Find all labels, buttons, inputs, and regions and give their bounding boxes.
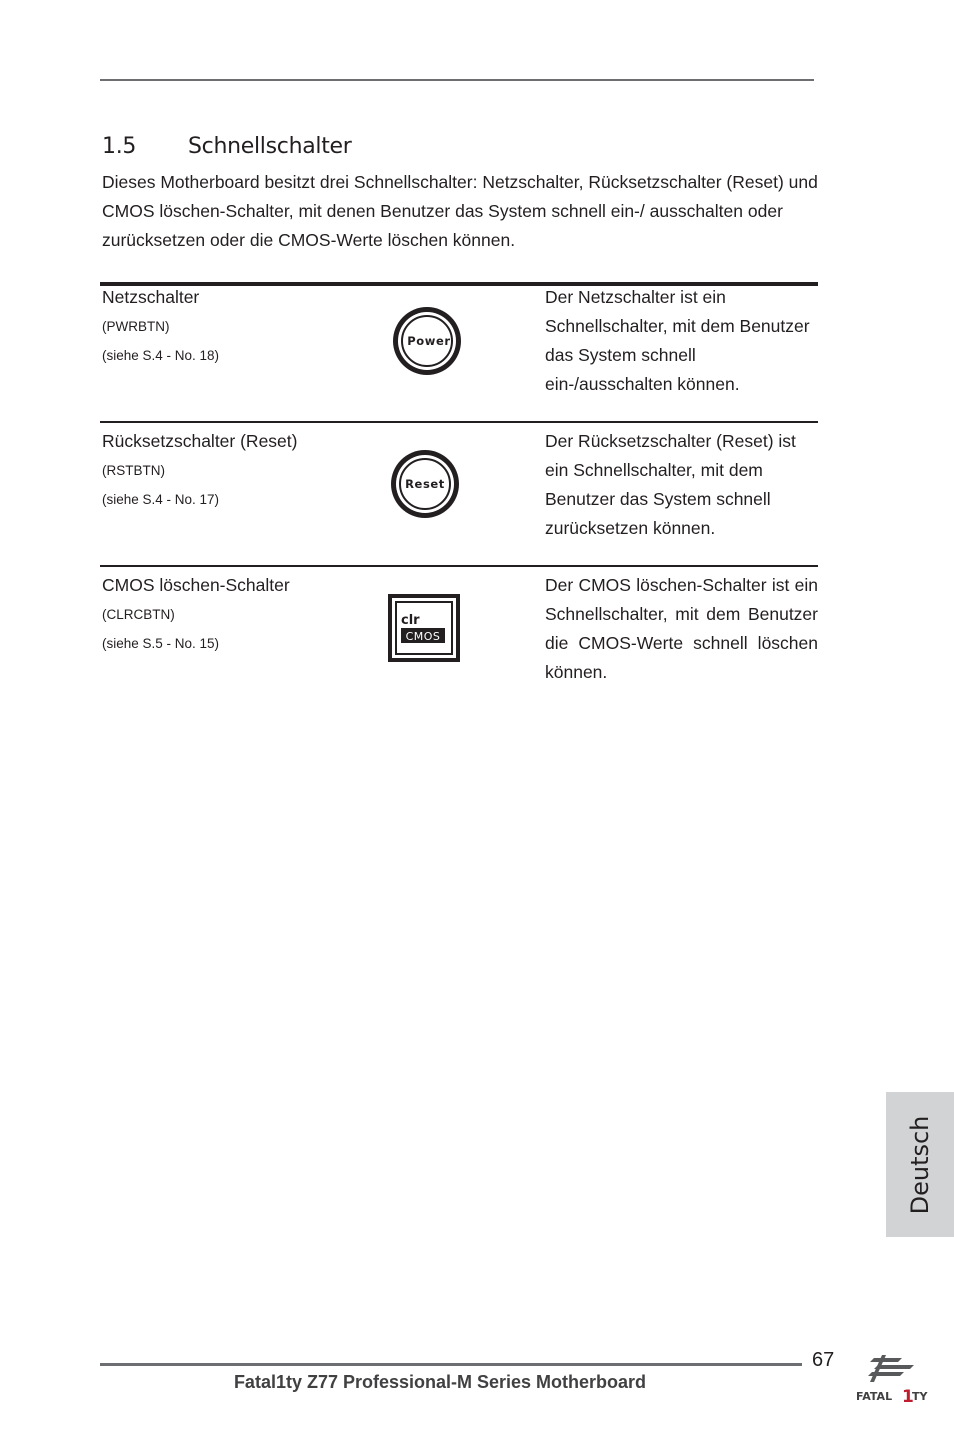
power-icon-label: Power [407, 334, 451, 348]
switch-desc-power: Der Netzschalter ist ein Schnellschalter, mit dem Benutzer das System schnell ein-/ausschalten können. [545, 287, 810, 394]
section-heading [102, 134, 352, 159]
switch-name-reset: Rücksetzschalter (Reset) [102, 431, 298, 451]
switch-name-power: Netzschalter [102, 287, 200, 307]
switch-desc-reset: Der Rücksetzschalter (Reset) ist ein Schnellschalter, mit dem Benutzer das System schnell zurücksetzen können. [545, 431, 796, 538]
switch-code-reset: (RSTBTN) [102, 463, 165, 478]
switch-desc-cmos: Der CMOS löschen-Schalter ist ein Schnellschalter, mit dem Benutzer die CMOS-Werte schnell löschen können. [545, 575, 818, 682]
switch-ref-reset: (siehe S.4 - No. 17) [102, 492, 220, 507]
clear-cmos-button-icon [387, 593, 461, 663]
footer-rule [100, 1363, 802, 1366]
fatal1ty-logo-icon [852, 1352, 932, 1408]
logo-text-digit: 1 [902, 1387, 914, 1407]
section-title: Schnellschalter [188, 134, 352, 159]
section-intro: Dieses Motherboard besitzt drei Schnellschalter: Netzschalter, Rücksetzschalter (Reset) und CMOS löschen-Schalter, mit denen Benutzer das System schnell ein-/ ausschalten oder zurücksetzen oder die CMOS-Werte löschen können. [102, 172, 818, 250]
page-number: 67 [812, 1349, 835, 1371]
switch-ref-power: (siehe S.4 - No. 18) [102, 348, 220, 363]
reset-icon-label: Reset [405, 477, 445, 491]
row-divider [100, 565, 818, 567]
section-number: 1.5 [102, 134, 137, 159]
switch-code-power: (PWRBTN) [102, 319, 170, 334]
switch-ref-cmos: (siehe S.5 - No. 15) [102, 636, 220, 651]
footer-title: Fatal1ty Z77 Professional-M Series Motherboard [233, 1372, 647, 1392]
switch-code-cmos: (CLRCBTN) [102, 607, 175, 622]
header-rule [100, 79, 814, 81]
cmos-icon-label-top: clr [401, 613, 420, 628]
logo-text-left: FATAL [856, 1390, 893, 1403]
power-button-icon [388, 305, 466, 377]
reset-button-icon [386, 449, 464, 521]
cmos-icon-label-bottom: CMOS [405, 630, 441, 643]
row-divider [100, 421, 818, 423]
switch-name-cmos: CMOS löschen-Schalter [102, 575, 290, 595]
language-tab-label: Deutsch [906, 1115, 934, 1214]
logo-text-right: TY [912, 1390, 928, 1403]
language-tab [886, 1092, 954, 1237]
